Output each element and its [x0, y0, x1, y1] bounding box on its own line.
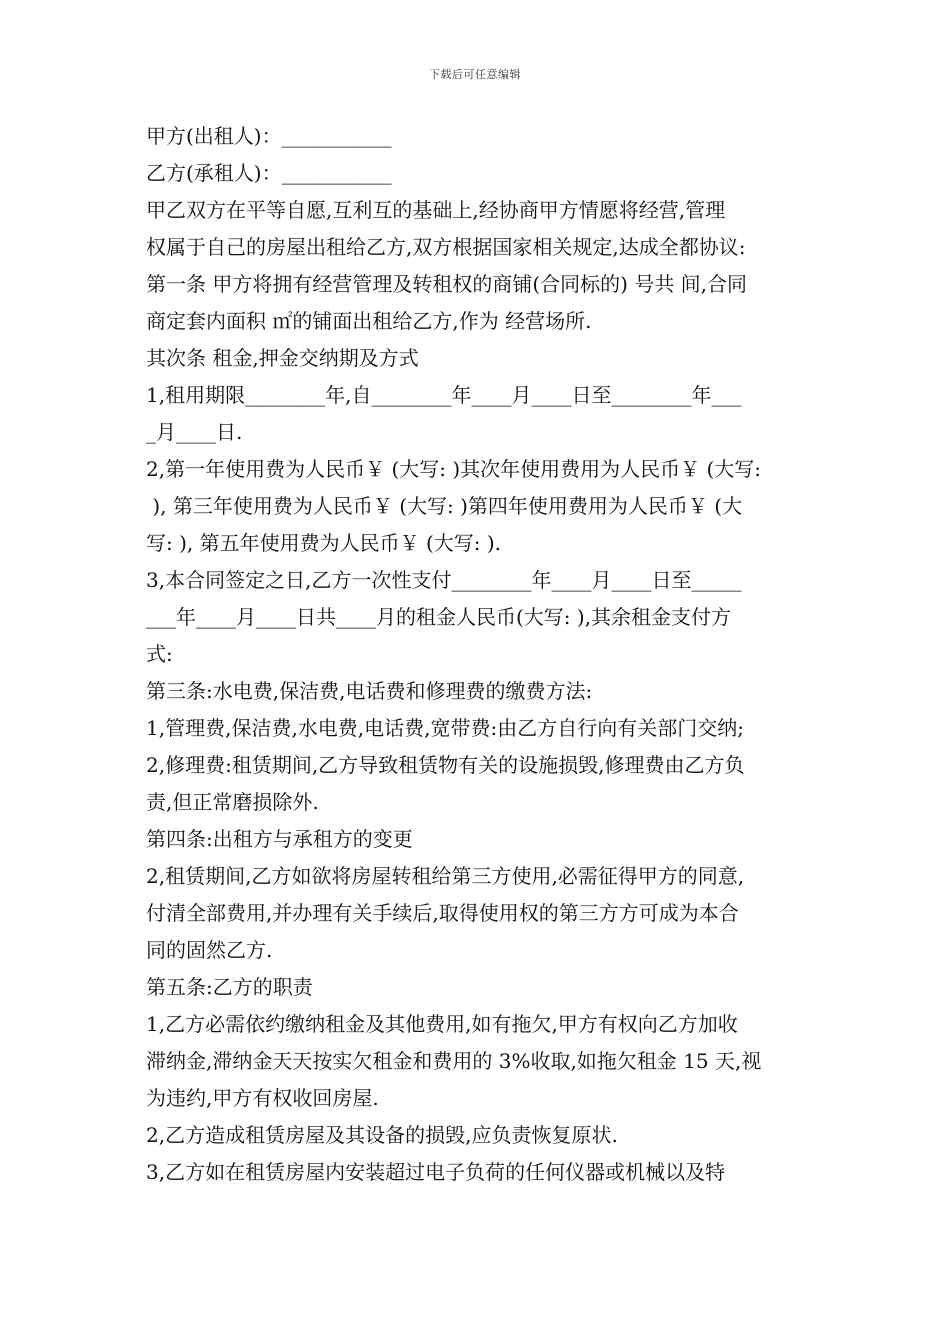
- text-line: 2,乙方造成租赁房屋及其设备的损毁,应负责恢复原状.: [146, 1123, 618, 1147]
- text-line: 1,管理费,保洁费,水电费,电话费,宽带费:由乙方自行向有关部门交纳;: [146, 716, 744, 740]
- text-line: ), 第三年使用费为人民币￥ (大写: )第四年使用费用为人民币￥ (大: [146, 494, 743, 518]
- text-line: 付清全部费用,并办理有关手续后,取得使用权的第三方方可成为本合: [146, 901, 739, 925]
- text-line: 式:: [146, 642, 173, 666]
- text-line: 写: ), 第五年使用费为人民币￥ (大写: ).: [146, 531, 502, 555]
- text-line: 甲乙双方在平等自愿,互利互的基础上,经协商甲方情愿将经营,管理: [146, 198, 726, 222]
- page-header: 下载后可任意编辑: [429, 68, 521, 81]
- text-line: 责,但正常磨损除外.: [146, 790, 319, 814]
- text-line: 1,租用期限________年,自________年____月____日至________年___: [146, 383, 742, 407]
- article-5-heading: 第五条:乙方的职责: [146, 975, 313, 999]
- text-line: 滞纳金,滞纳金天天按实欠租金和费用的 3%收取,如拖欠租金 15 天,视: [146, 1049, 762, 1073]
- article-3-heading: 第三条:水电费,保洁费,电话费和修理费的缴费方法:: [146, 679, 593, 703]
- text-line: 1,乙方必需依约缴纳租金及其他费用,如有拖欠,甲方有权向乙方加收: [146, 1012, 738, 1036]
- text-line: 3,本合同签定之日,乙方一次性支付________年____月____日至_____: [146, 568, 742, 592]
- text-line: ___年____月____日共____月的租金人民币(大写: ),其余租金支付方: [146, 605, 732, 629]
- text-line: 2,修理费:租赁期间,乙方导致租赁物有关的设施损毁,修理费由乙方负: [146, 753, 745, 777]
- text-line: 商定套内面积 ㎡的铺面出租给乙方,作为 经营场所.: [146, 309, 592, 333]
- article-1-line: 第一条 甲方将拥有经营管理及转租权的商铺(合同标的) 号共 间,合同: [146, 272, 748, 296]
- text-line: 2,租赁期间,乙方如欲将房屋转租给第三方使用,必需征得甲方的同意,: [146, 864, 745, 888]
- party-b-line: 乙方(承租人)：___________: [146, 161, 392, 185]
- text-line: _月____日.: [146, 420, 243, 444]
- article-2-heading: 其次条 租金,押金交纳期及方式: [146, 346, 419, 370]
- text-line: 同的固然乙方.: [146, 938, 273, 962]
- text-line: 3,乙方如在租赁房屋内安装超过电子负荷的任何仪器或机械以及特: [146, 1160, 726, 1184]
- contract-body: [146, 118, 810, 1191]
- text-line: 权属于自己的房屋出租给乙方,双方根据国家相关规定,达成全都协议:: [146, 235, 746, 259]
- text-line: 2,第一年使用费为人民币￥ (大写: )其次年使用费用为人民币￥ (大写:: [146, 457, 762, 481]
- text-line: 为违约,甲方有权收回房屋.: [146, 1086, 379, 1110]
- party-a-line: 甲方(出租人)：___________: [146, 124, 392, 148]
- article-4-heading: 第四条:出租方与承租方的变更: [146, 827, 413, 851]
